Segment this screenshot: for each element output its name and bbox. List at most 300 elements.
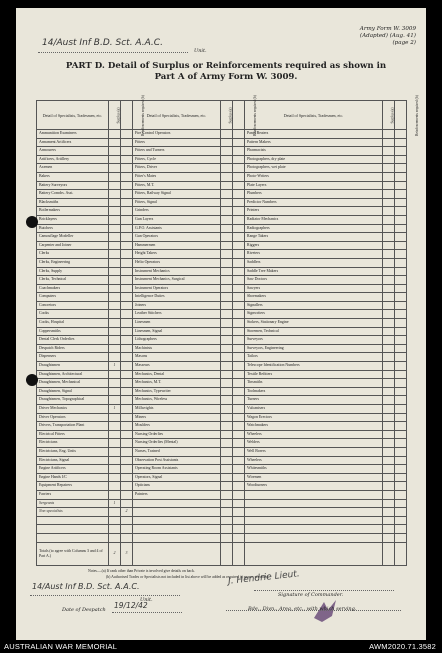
specialist-cell: Turners [245, 396, 383, 405]
reinforcement-cell [395, 422, 407, 431]
surplus-cell [221, 147, 233, 156]
reinforcement-cell [233, 362, 245, 371]
specialist-cell: Coachmakers [37, 284, 109, 293]
reinforcement-cell [233, 293, 245, 302]
reinforcement-cell [121, 276, 133, 285]
reinforcement-cell [395, 147, 407, 156]
specialist-cell: Engine Hands I/C [37, 473, 109, 482]
table-row [37, 370, 407, 379]
reinforcement-cell [121, 525, 133, 534]
table-row [37, 362, 407, 371]
specialist-cell: Despatch Riders [37, 344, 109, 353]
table-row [37, 215, 407, 224]
surplus-cell [109, 327, 121, 336]
specialist-cell [245, 508, 383, 517]
surplus-cell [221, 130, 233, 139]
surplus-cell [383, 250, 395, 259]
reinforcement-cell [395, 190, 407, 199]
reinforcement-cell [395, 439, 407, 448]
reinforcement-cell [233, 301, 245, 310]
surplus-cell [221, 233, 233, 242]
header-reinforcements: Reinforcements required (b) [121, 101, 133, 130]
surplus-cell [109, 508, 121, 517]
specialist-cell [245, 499, 383, 508]
table-row [37, 422, 407, 431]
specialist-cell: Bricklayers [37, 215, 109, 224]
specialist-cell: Cooks, Hospital [37, 319, 109, 328]
surplus-cell [221, 379, 233, 388]
reinforcement-cell [233, 190, 245, 199]
header-surplus: Surplus (a) [383, 101, 395, 130]
table-row [37, 310, 407, 319]
specialist-cell: Driver Operators [37, 413, 109, 422]
specialist-cell [37, 533, 109, 542]
surplus-cell [221, 293, 233, 302]
form-page [16, 8, 426, 640]
specialist-cell: Tinsmiths [245, 379, 383, 388]
notes: Notes.—(a) If rank other than Private is involved give details on back. (b) Authorised Trades or Specialists not included in list above will be added as required in spaces provided. [88, 569, 270, 579]
surplus-cell [109, 310, 121, 319]
reinforcement-cell [233, 327, 245, 336]
surplus-cell [383, 147, 395, 156]
specialist-cell: Intelligence Duties [133, 293, 221, 302]
reinforcement-cell [121, 336, 133, 345]
reinforcement-cell [121, 447, 133, 456]
reinforcement-cell [395, 473, 407, 482]
reinforcement-cell [233, 224, 245, 233]
date-field [112, 602, 182, 613]
surplus-cell [383, 456, 395, 465]
reinforcement-cell [395, 516, 407, 525]
reinforcement-cell [233, 147, 245, 156]
header-reinforcements: Reinforcements required (b) [395, 101, 407, 130]
reinforcement-cell [121, 362, 133, 371]
surplus-cell [109, 473, 121, 482]
specialist-cell: Radiator Mechanics [245, 215, 383, 224]
specialist-cell: Miners [133, 413, 221, 422]
reinforcement-cell [233, 353, 245, 362]
unit-field [38, 40, 188, 53]
specialist-cell: Range Takers [245, 233, 383, 242]
specialist-cell: Photo-Writers [245, 172, 383, 181]
specialist-cell: Draughtsmen, Topographical [37, 396, 109, 405]
reinforcement-cell [121, 130, 133, 139]
table-row [37, 138, 407, 147]
table-row [37, 387, 407, 396]
table-row [37, 147, 407, 156]
specialist-cell: Battery Surveyors [37, 181, 109, 190]
reinforcement-cell [395, 267, 407, 276]
specialist-cell: Pharmacists [245, 147, 383, 156]
specialist-cell: Operating Room Assistants [133, 465, 221, 474]
specialist-cell: Sergeants [37, 499, 109, 508]
specialist-cell: Signwriters [245, 310, 383, 319]
specialist-cell: Fitter's Mates [133, 172, 221, 181]
surplus-cell [221, 327, 233, 336]
form-title: PART D. Detail of Surplus or Reinforcements required as shown in Part A of Army Form W. 3009. [65, 61, 387, 82]
specialist-cell: Clerks [37, 250, 109, 259]
reinforcement-cell [121, 241, 133, 250]
caption-left: AUSTRALIAN WAR MEMORIAL [4, 642, 118, 651]
bde-label: Bde., Divn., Area, etc., with which serving. [248, 606, 357, 612]
specialist-cell: Battery Comdrs. Asst. [37, 190, 109, 199]
surplus-cell [383, 490, 395, 499]
surplus-cell [221, 207, 233, 216]
reinforcement-cell [121, 147, 133, 156]
surplus-cell [221, 301, 233, 310]
specialist-cell: Blacksmiths [37, 198, 109, 207]
caption-right: AWM2020.71.3582 [369, 642, 436, 651]
specialist-cell: Clerks, Supply [37, 267, 109, 276]
specialists-table [36, 95, 419, 564]
reinforcement-cell [121, 430, 133, 439]
table-row [37, 473, 407, 482]
surplus-cell [221, 439, 233, 448]
table-row [37, 164, 407, 173]
surplus-cell [109, 224, 121, 233]
specialist-cell: Whitesmiths [245, 465, 383, 474]
surplus-cell [221, 344, 233, 353]
reinforcement-cell [395, 164, 407, 173]
surplus-cell [221, 362, 233, 371]
specialist-cell: Riveters [245, 250, 383, 259]
specialist-cell: Nursing Orderlies [133, 430, 221, 439]
surplus-cell [383, 215, 395, 224]
reinforcement-cell [121, 190, 133, 199]
table-row [37, 284, 407, 293]
surplus-cell [221, 215, 233, 224]
table-row [37, 336, 407, 345]
specialist-cell: Saddle Tree Makers [245, 267, 383, 276]
specialist-cell: Electricians [37, 439, 109, 448]
specialist-cell: Lithographers [133, 336, 221, 345]
reinforcement-cell [395, 258, 407, 267]
reinforcement-cell [395, 533, 407, 542]
surplus-cell [221, 224, 233, 233]
surplus-cell [109, 387, 121, 396]
surplus-cell [383, 172, 395, 181]
specialist-cell: Fitters, Railway Signal [133, 190, 221, 199]
reinforcement-cell [121, 422, 133, 431]
specialist-cell: Gun Layers [133, 215, 221, 224]
reinforcement-cell [395, 370, 407, 379]
surplus-cell [383, 465, 395, 474]
table-row [37, 516, 407, 525]
specialist-cell: Woodturners [245, 482, 383, 491]
reinforcement-cell [121, 533, 133, 542]
reinforcement-cell [395, 508, 407, 517]
reinforcement-cell [395, 155, 407, 164]
reinforcement-cell [233, 310, 245, 319]
surplus-cell [221, 181, 233, 190]
surplus-cell [221, 499, 233, 508]
specialist-cell [133, 533, 221, 542]
surplus-cell [109, 439, 121, 448]
reinforcement-cell [395, 413, 407, 422]
table-row [37, 233, 407, 242]
surplus-cell [221, 319, 233, 328]
reinforcement-cell [121, 473, 133, 482]
surplus-cell [383, 301, 395, 310]
surplus-cell [221, 533, 233, 542]
reinforcement-cell [233, 499, 245, 508]
specialist-cell [133, 525, 221, 534]
surplus-cell [109, 482, 121, 491]
specialist-cell: Storemen, Technical [245, 327, 383, 336]
table-row [37, 293, 407, 302]
surplus-cell [383, 190, 395, 199]
reinforcement-cell [395, 490, 407, 499]
surplus-cell [109, 181, 121, 190]
surplus-cell [221, 482, 233, 491]
specialist-cell: Tailors [245, 353, 383, 362]
reinforcement-cell [395, 499, 407, 508]
table-row [37, 181, 407, 190]
specialist-cell: Photographers, dry plate [245, 155, 383, 164]
table-row [37, 533, 407, 542]
surplus-cell [221, 516, 233, 525]
reinforcement-cell [121, 413, 133, 422]
table-row [37, 405, 407, 414]
specialist-cell: Printers [245, 207, 383, 216]
reinforcement-cell [121, 198, 133, 207]
surplus-cell [383, 207, 395, 216]
table-row [37, 482, 407, 491]
table-row [37, 172, 407, 181]
specialist-cell: Operators, Signal [133, 473, 221, 482]
specialist-cell: Electrical Fitters [37, 430, 109, 439]
table-row [37, 439, 407, 448]
header-surplus: Surplus (a) [221, 101, 233, 130]
specialist-cell: Draughtsmen [37, 362, 109, 371]
reinforcement-cell [233, 250, 245, 259]
table-row [37, 499, 407, 508]
reinforcement-cell [121, 207, 133, 216]
reinforcement-cell [395, 525, 407, 534]
surplus-cell [383, 344, 395, 353]
surplus-cell [221, 190, 233, 199]
surplus-cell [221, 370, 233, 379]
surplus-cell [109, 422, 121, 431]
totals-reinforcements: 3 [121, 542, 133, 565]
table-row [37, 241, 407, 250]
specialist-cell: Wagon Erectors [245, 413, 383, 422]
form-reference: Army Form W. 3009 (Adapted) (Aug. 41) (page 2) [359, 26, 416, 46]
specialist-cell: Saw Doctors [245, 276, 383, 285]
reinforcement-cell [395, 301, 407, 310]
specialist-cell: Ammunition Examiners [37, 130, 109, 139]
reinforcement-cell [121, 250, 133, 259]
specialist-cell [245, 533, 383, 542]
reinforcement-cell [395, 207, 407, 216]
surplus-cell [383, 293, 395, 302]
surplus-cell [109, 533, 121, 542]
surplus-cell [383, 482, 395, 491]
reinforcement-cell [121, 327, 133, 336]
surplus-cell [383, 405, 395, 414]
reinforcement-cell [233, 155, 245, 164]
specialist-cell: Vulcanisers [245, 405, 383, 414]
surplus-cell [383, 224, 395, 233]
specialist-cell [245, 490, 383, 499]
surplus-cell [109, 233, 121, 242]
surplus-cell [109, 164, 121, 173]
specialist-cell: Carpenter and Joiner [37, 241, 109, 250]
reinforcement-cell [233, 379, 245, 388]
surplus-cell [109, 490, 121, 499]
table-row [37, 353, 407, 362]
reinforcement-cell [233, 456, 245, 465]
specialist-cell: Wheelers [245, 430, 383, 439]
specialist-cell: Draughtsmen, Signal [37, 387, 109, 396]
specialist-cell: Engine Artificers [37, 465, 109, 474]
table-row [37, 258, 407, 267]
specialist-cell: Dispensers [37, 353, 109, 362]
header-reinforcements: Reinforcements required (b) [233, 101, 245, 130]
surplus-cell [383, 284, 395, 293]
specialist-cell: Draughtsmen, Architectural [37, 370, 109, 379]
surplus-cell [109, 413, 121, 422]
reinforcement-cell [395, 336, 407, 345]
surplus-cell [383, 516, 395, 525]
specialist-cell [245, 525, 383, 534]
specialist-cell: Equipment Repairers [37, 482, 109, 491]
date-handwritten: 19/12/42 [114, 601, 148, 610]
reinforcement-cell [121, 499, 133, 508]
surplus-cell [109, 250, 121, 259]
reinforcement-cell [233, 198, 245, 207]
surplus-cell [383, 336, 395, 345]
specialist-cell: Toolmakers [245, 387, 383, 396]
surplus-cell [109, 293, 121, 302]
specialist-cell: Drivers, Transportation Plant [37, 422, 109, 431]
reinforcement-cell [233, 172, 245, 181]
specialist-cell: Electricians, Eng. Units [37, 447, 109, 456]
reinforcement-cell [395, 250, 407, 259]
specialist-cell: Bakers [37, 172, 109, 181]
surplus-cell: 1 [109, 405, 121, 414]
surplus-cell [383, 241, 395, 250]
reinforcement-cell [233, 482, 245, 491]
reinforcement-cell [121, 258, 133, 267]
specialist-cell: Wheelers [245, 456, 383, 465]
surplus-cell [221, 258, 233, 267]
specialist-cell: Fitters, Cycle [133, 155, 221, 164]
specialist-cell: Joiners [133, 301, 221, 310]
table-row [37, 490, 407, 499]
specialist-cell: Non specialists [37, 508, 109, 517]
specialist-cell [133, 499, 221, 508]
specialist-cell: Artificers, Artillery [37, 155, 109, 164]
reinforcement-cell [121, 284, 133, 293]
surplus-cell [109, 190, 121, 199]
surplus-cell [109, 172, 121, 181]
reinforcement-cell [121, 353, 133, 362]
specialist-cell: Surveyors [245, 336, 383, 345]
reinforcement-cell [233, 465, 245, 474]
reinforcement-cell [233, 336, 245, 345]
surplus-cell [109, 430, 121, 439]
reinforcement-cell [233, 447, 245, 456]
specialist-cell: Coppersmiths [37, 327, 109, 336]
reinforcement-cell [121, 224, 133, 233]
surplus-cell [109, 353, 121, 362]
reinforcement-cell [395, 276, 407, 285]
table-row [37, 327, 407, 336]
surplus-cell [221, 164, 233, 173]
commander-signature: J. Hendrie Lieut. [227, 569, 301, 587]
specialist-cell: G.P.O. Assistants [133, 224, 221, 233]
specialist-cell: Nurses, Trained [133, 447, 221, 456]
surplus-cell [109, 525, 121, 534]
reinforcement-cell [121, 379, 133, 388]
specialist-cell: Radiographers [245, 224, 383, 233]
reinforcement-cell [395, 447, 407, 456]
specialist-cell [37, 525, 109, 534]
surplus-cell [221, 336, 233, 345]
specialist-cell: Driver Mechanics [37, 405, 109, 414]
table-row [37, 413, 407, 422]
surplus-cell [383, 181, 395, 190]
reinforcement-cell [233, 130, 245, 139]
footer-unit-handwritten: 14/Aust Inf B.D. Sct. A.A.C. [32, 582, 140, 591]
specialist-cell: Nursing Orderlies (Mental) [133, 439, 221, 448]
header-surplus: Surplus (a) [109, 101, 121, 130]
surplus-cell [109, 215, 121, 224]
specialist-cell: Riggers [245, 241, 383, 250]
specialist-cell: Boilermakers [37, 207, 109, 216]
table-row [37, 465, 407, 474]
reinforcement-cell [121, 310, 133, 319]
table-row [37, 456, 407, 465]
surplus-cell [221, 241, 233, 250]
reinforcement-cell [121, 387, 133, 396]
reinforcement-cell [121, 405, 133, 414]
table-row [37, 190, 407, 199]
reinforcement-cell [233, 387, 245, 396]
specialist-cell: Concretors [37, 301, 109, 310]
reinforcement-cell [233, 396, 245, 405]
reinforcement-cell [121, 172, 133, 181]
specialist-cell: Dental Clerk Orderlies [37, 336, 109, 345]
surplus-cell [221, 387, 233, 396]
reinforcement-cell [395, 284, 407, 293]
table-row [37, 267, 407, 276]
table-row [37, 207, 407, 216]
surplus-cell [221, 267, 233, 276]
reinforcement-cell [121, 164, 133, 173]
surplus-cell [109, 130, 121, 139]
specialist-cell: Hammermen [133, 241, 221, 250]
reinforcement-cell [121, 370, 133, 379]
surplus-cell [221, 284, 233, 293]
specialist-cell: Surveyors, Engineering [245, 344, 383, 353]
surplus-cell [383, 198, 395, 207]
specialist-cell: Millwrights [133, 405, 221, 414]
table-row [37, 198, 407, 207]
surplus-cell [383, 353, 395, 362]
surplus-cell [109, 456, 121, 465]
surplus-cell [383, 362, 395, 371]
surplus-cell [383, 233, 395, 242]
reinforcement-cell [233, 138, 245, 147]
specialist-cell: Pattern Makers [245, 138, 383, 147]
specialist-cell: Helio Operators [133, 258, 221, 267]
surplus-cell [109, 319, 121, 328]
specialist-cell: Moulders [133, 422, 221, 431]
specialist-cell: Axemen [37, 164, 109, 173]
specialist-cell: Linesmen [133, 319, 221, 328]
